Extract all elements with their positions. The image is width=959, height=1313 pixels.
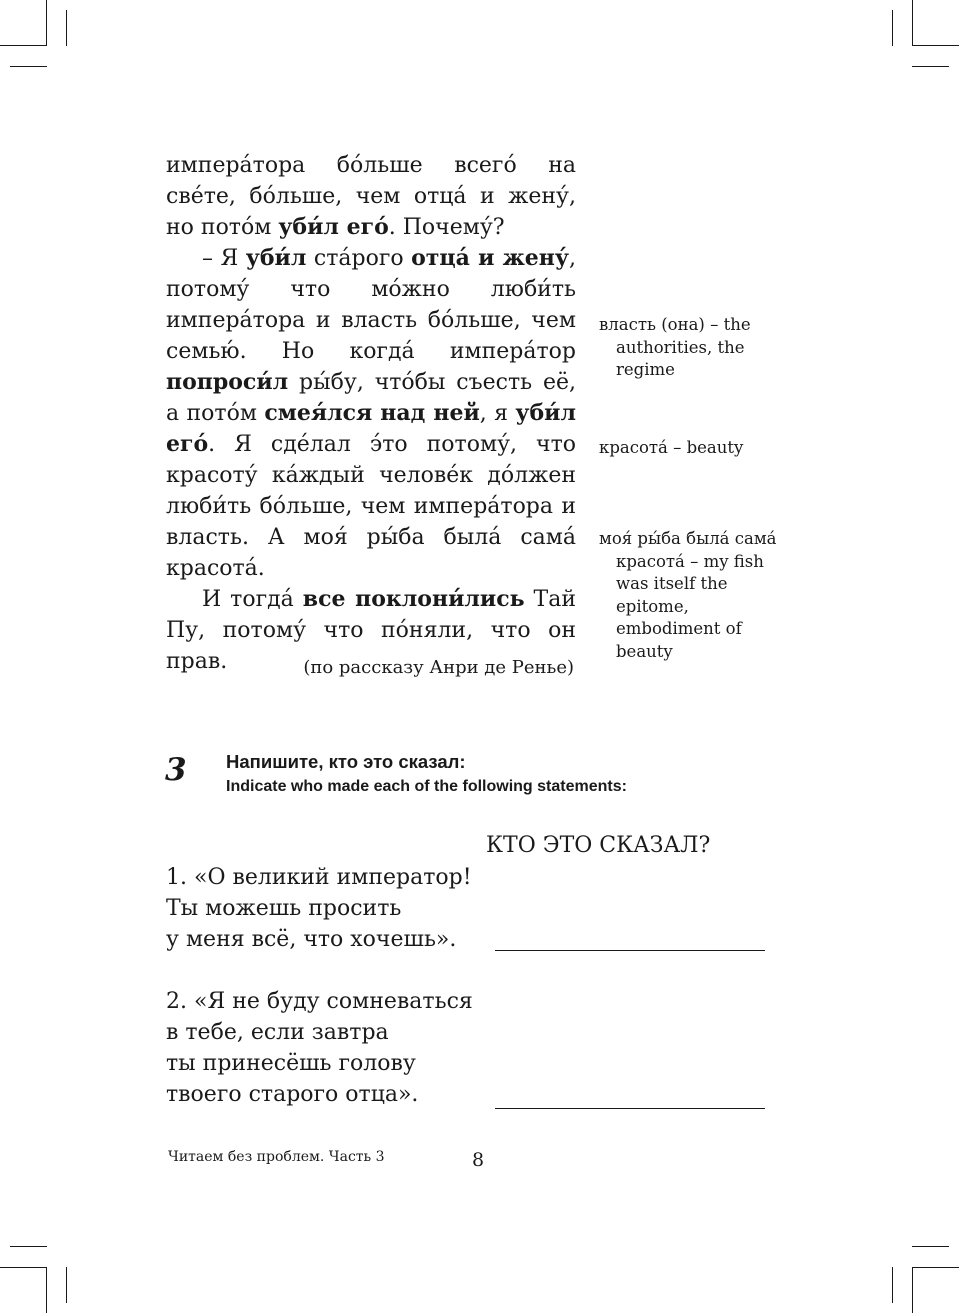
text-run: ры́бу, что́бы съесть её, а пото́м bbox=[166, 370, 576, 426]
glossary-note: красота́ – beauty bbox=[599, 438, 744, 457]
answer-line-1[interactable] bbox=[495, 950, 765, 951]
text-run: ста́рого bbox=[306, 246, 412, 271]
paragraph bbox=[166, 150, 576, 243]
page-number: 8 bbox=[472, 1149, 485, 1171]
bold-phrase: попроси́л bbox=[166, 369, 289, 395]
text-run: . Я сде́лал э́то потому́, что красоту́ ка́ждый челове́к до́лжен люби́ть бо́льше, чем импера́тора и власть. А моя́ ры́ба была́ сама́ красота́. bbox=[166, 432, 576, 581]
text-run: Тай Пу, потому́ что по́няли, что он прав. bbox=[166, 587, 576, 674]
statement-1: 1. «О великий император! Ты можешь просить у меня всё, что хочешь». bbox=[166, 865, 472, 952]
bold-phrase: уби́л его́ bbox=[278, 214, 389, 240]
text-run: – Я bbox=[202, 246, 246, 271]
glossary-note: моя́ ры́ба была́ сама́ красота́ – my fish was itself the epitome, embodiment of beauty bbox=[599, 529, 777, 661]
exercise-title: Напишите, кто это сказал: bbox=[226, 751, 466, 772]
bold-phrase: уби́л его́ bbox=[166, 400, 577, 457]
exercise-number: 3 bbox=[165, 752, 187, 788]
paragraph bbox=[166, 243, 576, 584]
bold-phrase: все поклони́лись bbox=[302, 586, 525, 612]
glossary-note: власть (она) – the authorities, the regime bbox=[599, 315, 751, 379]
footer-book-title: Читаем без проблем. Часть 3 bbox=[168, 1149, 385, 1165]
bold-phrase: отца́ и жену́ bbox=[411, 245, 569, 271]
text-run: , я bbox=[479, 401, 516, 426]
text-run: И тогда́ bbox=[202, 587, 303, 612]
bold-phrase: смея́лся над ней bbox=[264, 400, 480, 426]
source-attribution: (по рассказу Анри де Ренье) bbox=[303, 657, 574, 678]
text-run: , потому́ что мо́жно люби́ть импера́тора и власть бо́льше, чем семью́. Но когда́ импера́тор bbox=[166, 246, 576, 364]
column-header: КТО ЭТО СКАЗАЛ? bbox=[486, 833, 711, 858]
bold-phrase: уби́л bbox=[245, 245, 307, 271]
answer-line-2[interactable] bbox=[495, 1108, 765, 1109]
text-run: . Почему́? bbox=[388, 215, 505, 240]
text-run: импера́тора бо́льше всего́ на све́те, бо́льше, чем отца́ и жену́, но пото́м bbox=[166, 153, 576, 240]
reading-text bbox=[166, 150, 576, 677]
statement-2: 2. «Я не буду сомневаться в тебе, если завтра ты принесёшь голову твоего старого отца». bbox=[166, 989, 473, 1107]
exercise-subtitle: Indicate who made each of the following statements: bbox=[226, 778, 627, 795]
